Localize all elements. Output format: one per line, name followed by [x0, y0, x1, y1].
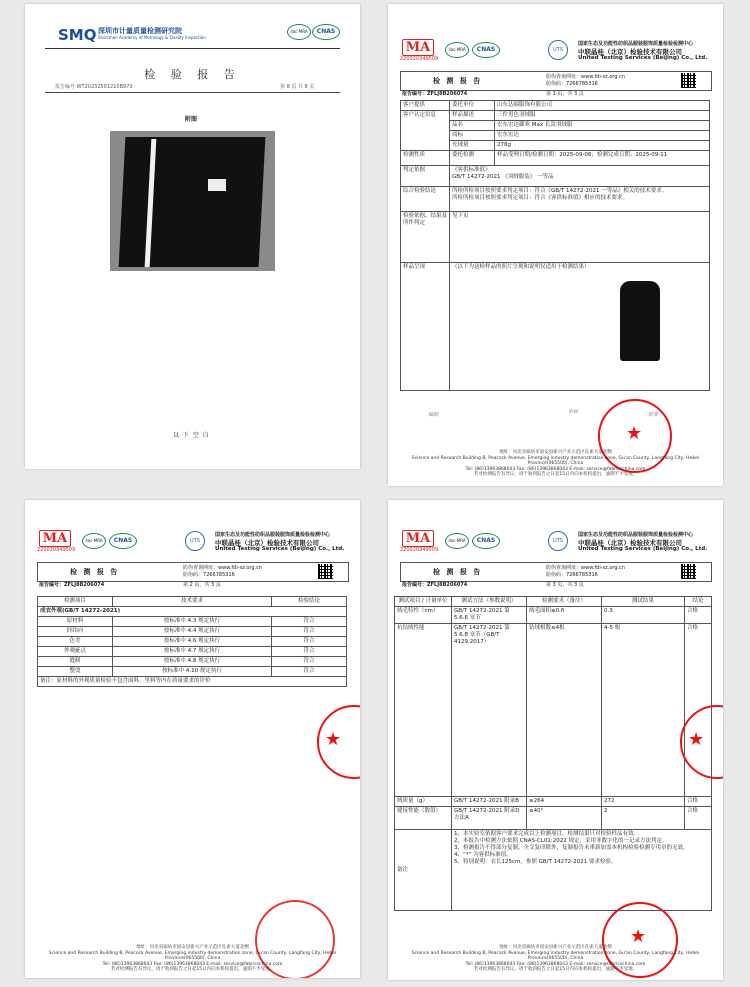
- row-method: GB/T 14272-2021 附录B: [452, 797, 527, 807]
- lab-name-cn-2: 中联晶桂（北京）检验技术有限公司: [578, 539, 682, 547]
- uts-logo: UTS: [548, 531, 568, 551]
- query-label: 防伪查询网址：: [183, 565, 219, 571]
- row-req: 按标准中 4.7 规定执行: [113, 647, 272, 657]
- col-item: 检测项目: [38, 597, 113, 607]
- table-row: [395, 607, 712, 624]
- footer-address-cn: 地址：河北省廊坊市固安县新兴产业示范区孔雀大道北侧: [499, 945, 612, 950]
- row-req: ≥264: [527, 797, 602, 807]
- report-number: 报告编号 WT20232501210B973: [55, 84, 133, 90]
- remark-label: 检验依据、结果及所作判定: [401, 212, 450, 263]
- cnas-logo: CNAS: [109, 533, 137, 549]
- row-method: GB/T 14272-2021 附录D 方法A: [452, 807, 527, 830]
- garment-photo: [110, 131, 275, 271]
- footer-address-en: Science and Research Building B, Peacock Avenue, Emerging industry demonstration zone, Gu'an County, Langfang City, Hebei Province(065500), China: [411, 950, 700, 961]
- row-req: 按标准中 4.6 规定执行: [113, 637, 272, 647]
- conclusion-label: 综合检验结论: [401, 187, 450, 212]
- footer-note: 若对检测报告有异议，请于收到报告之日起15日内向本机构提出，逾期不予受理。: [473, 967, 638, 972]
- row-req: 按标准中 4.4 规定执行: [113, 627, 272, 637]
- row-result: 符合: [272, 657, 347, 667]
- row-item: 整烫: [38, 667, 113, 677]
- table-row: [38, 647, 347, 657]
- row-item: 抗钻绒性能: [395, 624, 452, 797]
- query-label: 防伪查询网址：: [546, 74, 582, 80]
- row-req: ≤40°: [527, 807, 602, 830]
- note-3: 3、检测报告不得部分复制，全文复印除外，复制报告未重新加盖本机构检验检测专用章的无效。: [454, 845, 689, 851]
- footer-note: 若对检测报告有异议，请于收到报告之日起15日内向本机构提出，逾期不予受理。: [110, 967, 275, 972]
- ma-logo: MA: [39, 530, 71, 547]
- test-label: 检测性质: [401, 151, 450, 166]
- col-method: 测试方法（参数说明）: [452, 597, 527, 607]
- conclusion-1: 所检所检项目按照要求判定项目：符合《GB/T 14272-2021 一等品》相关的技术要求。: [452, 188, 668, 194]
- row-item: 缝接性能（数值）: [395, 807, 452, 830]
- page-info: 第 1 页，共 3 页: [546, 91, 584, 97]
- lab-name-cn-1: 国家生态及功能性纺织品服装服饰质量检验检测中心: [215, 532, 331, 538]
- lab-name-cn-2: 中联晶桂（北京）检验技术有限公司: [578, 48, 682, 56]
- row-req: 钻绒根数≤4根: [527, 624, 602, 797]
- table-row: [38, 617, 347, 627]
- org-name-cn: 深圳市计量质量检测研究院: [98, 27, 182, 35]
- table-row: [38, 657, 347, 667]
- page-info: 第 8 页 共 8 页: [280, 84, 315, 90]
- info-table: [400, 100, 710, 391]
- col-req: 技术要求: [113, 597, 272, 607]
- row-method: GB/T 14272-2021 第 5.6.8 章节（GB/T 4129.2017）: [452, 624, 527, 797]
- page-info: 第 2 页，共 3 页: [183, 582, 221, 588]
- lab-name-en: United Testing Services (Beijing) Co., Ltd.: [578, 546, 708, 552]
- row-req: 按标准中 4.10 规定执行: [113, 667, 272, 677]
- report-label: 报告编号：: [402, 91, 428, 97]
- col-result: 测试结果: [602, 597, 685, 607]
- col-req: 检测要求（备注）: [527, 597, 602, 607]
- row-result: 2: [602, 807, 685, 830]
- qr-code: [681, 73, 696, 88]
- report-title: 检 测 报 告: [433, 568, 483, 576]
- qr-code: [681, 564, 696, 579]
- code: 7266785316: [566, 81, 598, 87]
- cnas-logo: CNAS: [472, 533, 500, 549]
- note-5: 5、特别说明：衣长125cm，参照 GB/T 14272-2021 要求检验。: [454, 859, 617, 865]
- header-divider: [45, 48, 340, 49]
- report-page-2: [388, 4, 723, 486]
- official-stamp: [317, 705, 360, 779]
- footer-address-cn: 地址：河北省廊坊市固安县新兴产业示范区孔雀大道北侧: [136, 945, 249, 950]
- ma-logo: MA: [402, 530, 434, 547]
- standard-2: GB/T 14272-2021 《羽绒服装》 一等品: [452, 174, 554, 180]
- row-result: 符合: [272, 627, 347, 637]
- table-row: [395, 624, 712, 797]
- sample-photo-label: 样品呈现: [401, 263, 450, 391]
- standard-1: 《客供标准值》: [452, 167, 491, 173]
- row-item: 外观疵点: [38, 647, 113, 657]
- report-label: 报告编号：: [402, 582, 428, 588]
- garment-body: [119, 137, 266, 267]
- product-label: 品名: [450, 121, 495, 131]
- row-item: 缝制: [38, 657, 113, 667]
- row-conclusion: 合格: [685, 624, 712, 797]
- sample-desc: 三件男色羽绒服: [495, 111, 710, 121]
- star-icon: ★: [688, 729, 705, 750]
- report-number: ZFLJ8B206074: [427, 91, 468, 97]
- row-conclusion: 合格: [685, 797, 712, 807]
- cnas-logo: CNAS: [472, 42, 500, 58]
- row-result: 4-5 根: [602, 624, 685, 797]
- row-result: 符合: [272, 637, 347, 647]
- query-label: 防伪查询网址：: [546, 565, 582, 571]
- standard-label: 判定依据: [401, 166, 450, 187]
- star-icon: ★: [630, 926, 647, 947]
- row-conclusion: 合格: [685, 607, 712, 624]
- report-number: ZFLJ8B206074: [64, 582, 105, 588]
- table-row: [395, 797, 712, 807]
- table-row: [395, 807, 712, 830]
- brand: 宏东宏达: [495, 131, 710, 141]
- qr-code: [318, 564, 333, 579]
- lab-name-cn-2: 中联晶桂（北京）检验技术有限公司: [215, 539, 319, 547]
- product: 宏东宏达御寒 Max 长款羽绒服: [495, 121, 710, 131]
- signature-2: 审核: [568, 409, 579, 415]
- report-title: 检 测 报 告: [70, 568, 120, 576]
- table-row: [38, 627, 347, 637]
- results-table: [394, 596, 712, 911]
- uts-logo: UTS: [185, 531, 205, 551]
- row-item: 原材料: [38, 617, 113, 627]
- ma-number: 220020349509: [400, 547, 439, 553]
- ilac-logo: ilac-MRA: [82, 533, 106, 549]
- brand-label: 商标: [450, 131, 495, 141]
- row-result: 272: [602, 797, 685, 807]
- footer-contact: Tel: (86)13963868043 Fax: (86)13963868043 E-mail: service@fabricschina.com: [465, 466, 646, 472]
- fill: 278g: [495, 141, 710, 151]
- row-result: 0.3: [602, 607, 685, 624]
- ilac-logo: ilac-MRA: [287, 24, 311, 40]
- footer-address-en: Science and Research Building B, Peacock Avenue, Emerging industry demonstration zone, Gu'an County, Langfang City, Hebei Province(065500), China: [411, 455, 700, 466]
- footer-address-en: Science and Research Building B, Peacock Avenue, Emerging industry demonstration zone, Gu'an County, Langfang City, Hebei Province(065500), China: [48, 950, 337, 961]
- title-divider: [45, 92, 340, 93]
- lab-name-en: United Testing Services (Beijing) Co., Ltd.: [578, 55, 708, 61]
- footer-address-cn: 地址：河北省廊坊市固安县新兴产业示范区孔雀大道北侧: [499, 450, 612, 455]
- row-conclusion: 合格: [685, 807, 712, 830]
- cnas-logo: CNAS: [312, 24, 340, 40]
- ilac-logo: ilac-MRA: [445, 533, 469, 549]
- note-1: 1、本实验室依据客户要求完成以上检测项目，检测结果只对检验样品有效。: [454, 831, 640, 837]
- uts-logo: UTS: [548, 40, 568, 60]
- col-item: 测试项目 / 计量单位: [395, 597, 452, 607]
- table-note: 备注：原材料的外观质量检验不包含面料、里料等内在质量要求的评价: [38, 677, 347, 687]
- row-method: GB/T 14272-2021 第 5.6.6 章节: [452, 607, 527, 624]
- section-title: 成衣外观(GB/T 14272-2021): [38, 607, 347, 617]
- sample-info-label: 客户认定信息: [401, 111, 450, 151]
- row-item: 色差: [38, 637, 113, 647]
- org-name-en: Shenzhen Academy of Metrology & Quality Inspection: [98, 35, 206, 40]
- conclusion-2: 所检所检项目按照要求判定项目：符合《客供标准值》相应的技术要求。: [452, 195, 629, 201]
- query-url: www.fdi-sz.org.cn: [218, 565, 263, 571]
- remark: 见下页: [450, 212, 710, 263]
- signature-1: 编制: [428, 412, 439, 418]
- dates: 样品受理日期/检测日期：2025-09-08；检测完成日期；2025-09-11: [495, 151, 710, 166]
- code: 7266785316: [566, 572, 598, 578]
- table-row: [38, 637, 347, 647]
- coat-photo: [620, 281, 660, 361]
- ma-number: 220020349509: [400, 56, 439, 62]
- report-number: ZFLJ8B206074: [427, 582, 468, 588]
- report-page-3: [25, 500, 360, 978]
- footer-contact: Tel: (86)13963868043 Fax: (86)13963868043 E-mail: service@fabricschina.com: [465, 961, 646, 967]
- code: 7266785316: [203, 572, 235, 578]
- ma-logo: MA: [402, 39, 434, 56]
- ilac-logo: ilac-MRA: [445, 42, 469, 58]
- row-item: 绒毛特性（cm）: [395, 607, 452, 624]
- row-result: 符合: [272, 647, 347, 657]
- client-label: 客户提供: [401, 101, 450, 111]
- test-type: 委托检测: [450, 151, 495, 166]
- row-req: 按标准中 4.3 规定执行: [113, 617, 272, 627]
- blank-below: 以 下 空 白: [173, 432, 210, 439]
- report-title: 检 验 报 告: [144, 68, 241, 81]
- query-url: www.fdi-sz.org.cn: [581, 565, 626, 571]
- report-page-1: [25, 4, 360, 469]
- col-conclusion: 结论: [685, 597, 712, 607]
- lab-name-cn-1: 国家生态及功能性纺织品服装服饰质量检验检测中心: [578, 532, 694, 538]
- row-req: 按标准中 4.8 规定执行: [113, 657, 272, 667]
- smq-logo: SMQ: [58, 26, 97, 44]
- ma-number: 220020349509: [37, 547, 76, 553]
- photo-heading: 附图: [185, 116, 198, 123]
- table-row: [38, 667, 347, 677]
- row-item: 经纬向: [38, 627, 113, 637]
- notes-label: 备注: [395, 830, 452, 911]
- query-url: www.fdi-sz.org.cn: [581, 74, 626, 80]
- report-label: 报告编号：: [39, 582, 65, 588]
- note-2: 2、本报告中检测方法依据 CNAS-CL01:2022 规定，采用非数字化的一记录方法判定。: [454, 838, 668, 844]
- star-icon: ★: [325, 729, 342, 750]
- fill-label: 充绒量: [450, 141, 495, 151]
- report-page-4: [388, 500, 723, 980]
- code-label: 防伪码：: [546, 572, 567, 578]
- lab-name-en: United Testing Services (Beijing) Co., Ltd.: [215, 546, 345, 552]
- note-4: 4、“*” 为客供标准值。: [454, 852, 512, 858]
- footer-contact: Tel: (86)13963868043 Fax: (86)13963868043 E-mail: service@fabricschina.com: [102, 961, 283, 967]
- lab-name-cn-1: 国家生态及功能性纺织品服装服饰质量检验检测中心: [578, 41, 694, 47]
- row-item: 绒质量（g）: [395, 797, 452, 807]
- footer-note: 若对检测报告有异议，请于收到报告之日起15日内向本机构提出，逾期不予受理。: [473, 472, 638, 477]
- code-label: 防伪码：: [183, 572, 204, 578]
- garment-label: [208, 179, 226, 191]
- code-label: 防伪码：: [546, 81, 567, 87]
- row-result: 符合: [272, 667, 347, 677]
- col-result: 检验结论: [272, 597, 347, 607]
- appearance-table: [37, 596, 347, 687]
- sample-desc-label: 样品描述: [450, 111, 495, 121]
- row-result: 符合: [272, 617, 347, 627]
- page-info: 第 3 页，共 3 页: [546, 582, 584, 588]
- report-title: 检 测 报 告: [433, 77, 483, 85]
- sample-photo-note: （以下为送检样品的照片呈现和说明仅适用于检测结果）: [452, 264, 590, 270]
- row-req: 绒毛面积≥0.6: [527, 607, 602, 624]
- client-name-label: 委托单位: [450, 101, 495, 111]
- star-icon: ★: [626, 423, 643, 444]
- signature-3: 批准: [648, 412, 659, 418]
- client-name: 山东达瑞服饰有限公司: [495, 101, 710, 111]
